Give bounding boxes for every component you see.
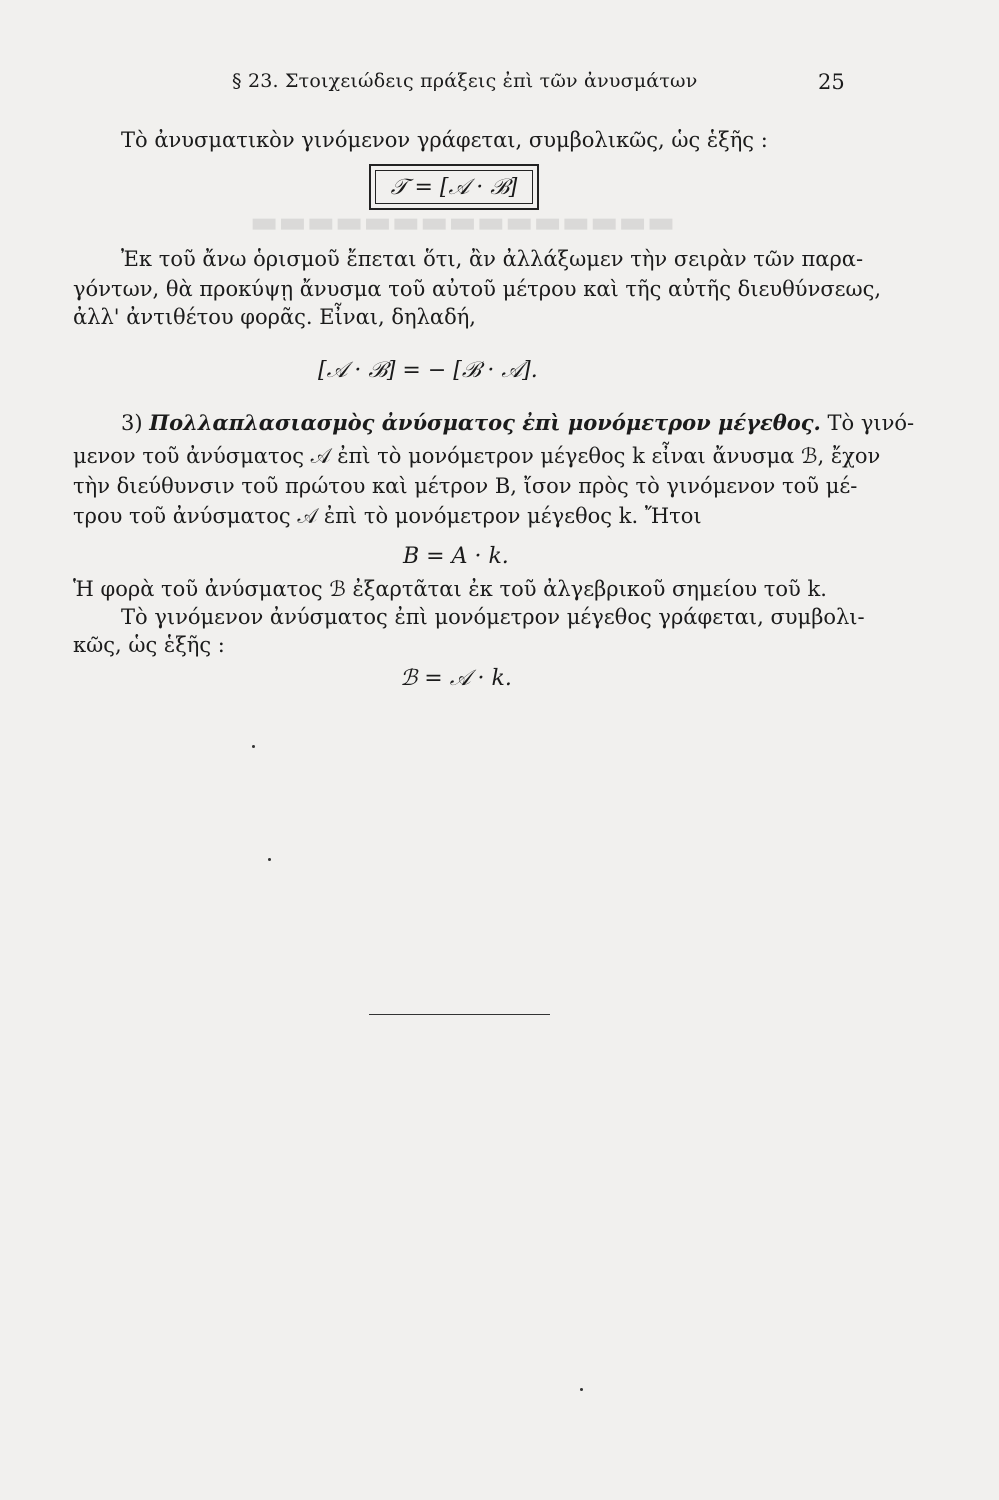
paragraph-line: Τὸ γινόμενον ἀνύσματος ἐπὶ μονόμετρον μέγεθος γράφεται, συμβολι-	[121, 605, 865, 629]
bleed-through-texture: ▬▬▬▬▬▬▬▬▬▬▬▬▬▬▬	[250, 205, 676, 240]
header-title: § 23. Στοιχειώδεις πράξεις ἐπὶ τῶν ἀνυσμάτων	[232, 70, 698, 92]
section-3-number: 3)	[121, 411, 143, 435]
section-3-heading: Πολλαπλασιασμὸς ἀνύσματος ἐπὶ μονόμετρον μέγεθος.	[149, 410, 821, 435]
anticommutative-formula: [𝒜 · ℬ] = − [ℬ · 𝒜].	[318, 358, 538, 383]
paragraph-line: μενον τοῦ ἀνύσματος 𝒜 ἐπὶ τὸ μονόμετρον μέγεθος k εἶναι ἄνυσμα ℬ, ἔχον	[73, 444, 881, 468]
scalar-product-formula: ℬ = 𝒜 · k.	[400, 666, 512, 691]
section-3-first-line	[121, 410, 914, 436]
paragraph-line: τρου τοῦ ἀνύσματος 𝒜 ἐπὶ τὸ μονόμετρον μέγεθος k. Ἤτοι	[73, 504, 702, 528]
paragraph-line: Ἡ φορὰ τοῦ ἀνύσματος ℬ ἐξαρτᾶται ἐκ τοῦ ἀλγεβρικοῦ σημείου τοῦ k.	[73, 577, 827, 601]
magnitude-formula: B = A · k.	[403, 544, 509, 569]
paragraph-line: Ἐκ τοῦ ἄνω ὁρισμοῦ ἔπεται ὅτι, ἂν ἀλλάξωμεν τὴν σειρὰν τῶν παρα-	[121, 247, 864, 271]
paragraph-line: τὴν διεύθυνσιν τοῦ πρώτου καὶ μέτρον B, ἴσον πρὸς τὸ γινόμενον τοῦ μέ-	[73, 474, 858, 498]
boxed-formula-text: 𝒯 = [𝒜 · ℬ]	[390, 174, 518, 200]
print-speck	[252, 745, 255, 748]
boxed-formula	[369, 164, 539, 210]
paragraph-line: κῶς, ὡς ἑξῆς :	[73, 633, 225, 657]
paragraph-line: γόντων, θὰ προκύψῃ ἄνυσμα τοῦ αὐτοῦ μέτρου καὶ τῆς αὐτῆς διευθύνσεως,	[73, 277, 882, 301]
running-header	[0, 70, 999, 100]
print-speck	[580, 1388, 583, 1391]
page-number: 25	[818, 70, 845, 94]
print-speck	[268, 858, 271, 861]
section-3-first-tail: Τὸ γινό-	[827, 411, 915, 435]
paragraph-line: ἀλλ' ἀντιθέτου φορᾶς. Εἶναι, δηλαδή,	[73, 305, 476, 329]
intro-line: Τὸ ἀνυσματικὸν γινόμενον γράφεται, συμβολικῶς, ὡς ἑξῆς :	[121, 128, 768, 152]
section-end-rule	[369, 1014, 550, 1015]
